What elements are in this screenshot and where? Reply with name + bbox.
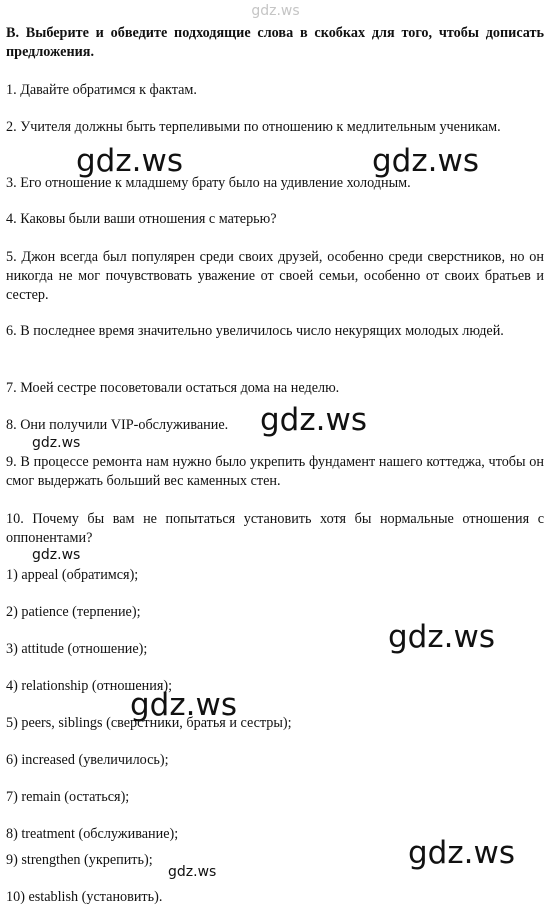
answer-1: 1) appeal (обратимся); — [6, 567, 139, 583]
answer-6: 6) increased (увеличилось); — [6, 752, 169, 768]
sentence-8: 8. Они получили VIP-обслуживание. — [6, 417, 229, 433]
answer-2: 2) patience (терпение); — [6, 604, 141, 620]
sentence-4: 4. Каковы были ваши отношения с матерью? — [6, 211, 277, 227]
sentence-7: 7. Моей сестре посоветовали остаться дома на неделю. — [6, 380, 340, 396]
task-heading: B. Выберите и обведите подходящие слова в скобках для того, чтобы дописать предложения. — [6, 25, 544, 60]
answer-9: 9) strengthen (укрепить); — [6, 852, 153, 868]
watermark: gdz.ws — [130, 687, 237, 723]
watermark: gdz.ws — [32, 435, 81, 451]
watermark: gdz.ws — [372, 143, 479, 179]
sentence-1: 1. Давайте обратимся к фактам. — [6, 82, 197, 98]
answer-4: 4) relationship (отношения); — [6, 678, 173, 694]
watermark: gdz.ws — [76, 143, 183, 179]
answer-3: 3) attitude (отношение); — [6, 641, 148, 657]
sentence-10: 10. Почему бы вам не попытаться установить хотя бы нормальные отношения с оппонентами? — [6, 511, 544, 546]
sentence-6: 6. В последнее время значительно увеличилось число некурящих молодых людей. — [6, 323, 504, 339]
top-watermark: gdz.ws — [251, 3, 300, 19]
watermark: gdz.ws — [260, 402, 367, 438]
answer-8: 8) treatment (обслуживание); — [6, 826, 179, 842]
answer-10: 10) establish (установить). — [6, 889, 163, 905]
answer-7: 7) remain (остаться); — [6, 789, 130, 805]
sentence-9: 9. В процессе ремонта нам нужно было укрепить фундамент нашего коттеджа, чтобы он смог выдержать больший вес каменных стен. — [6, 454, 544, 489]
answer-5: 5) peers, siblings (сверстники, братья и сестры); — [6, 715, 292, 731]
watermark: gdz.ws — [408, 835, 515, 871]
watermark: gdz.ws — [168, 864, 217, 880]
sentence-5: 5. Джон всегда был популярен среди своих друзей, особенно среди сверстников, но он никогда не мог почувствовать уважение от своей семьи, особенно от своих братьев и сестер. — [6, 249, 544, 303]
sentence-2: 2. Учителя должны быть терпеливыми по отношению к медлительным ученикам. — [6, 119, 501, 135]
sentence-3: 3. Его отношение к младшему брату было на удивление холодным. — [6, 175, 411, 191]
watermark: gdz.ws — [32, 547, 81, 563]
watermark: gdz.ws — [388, 619, 495, 655]
